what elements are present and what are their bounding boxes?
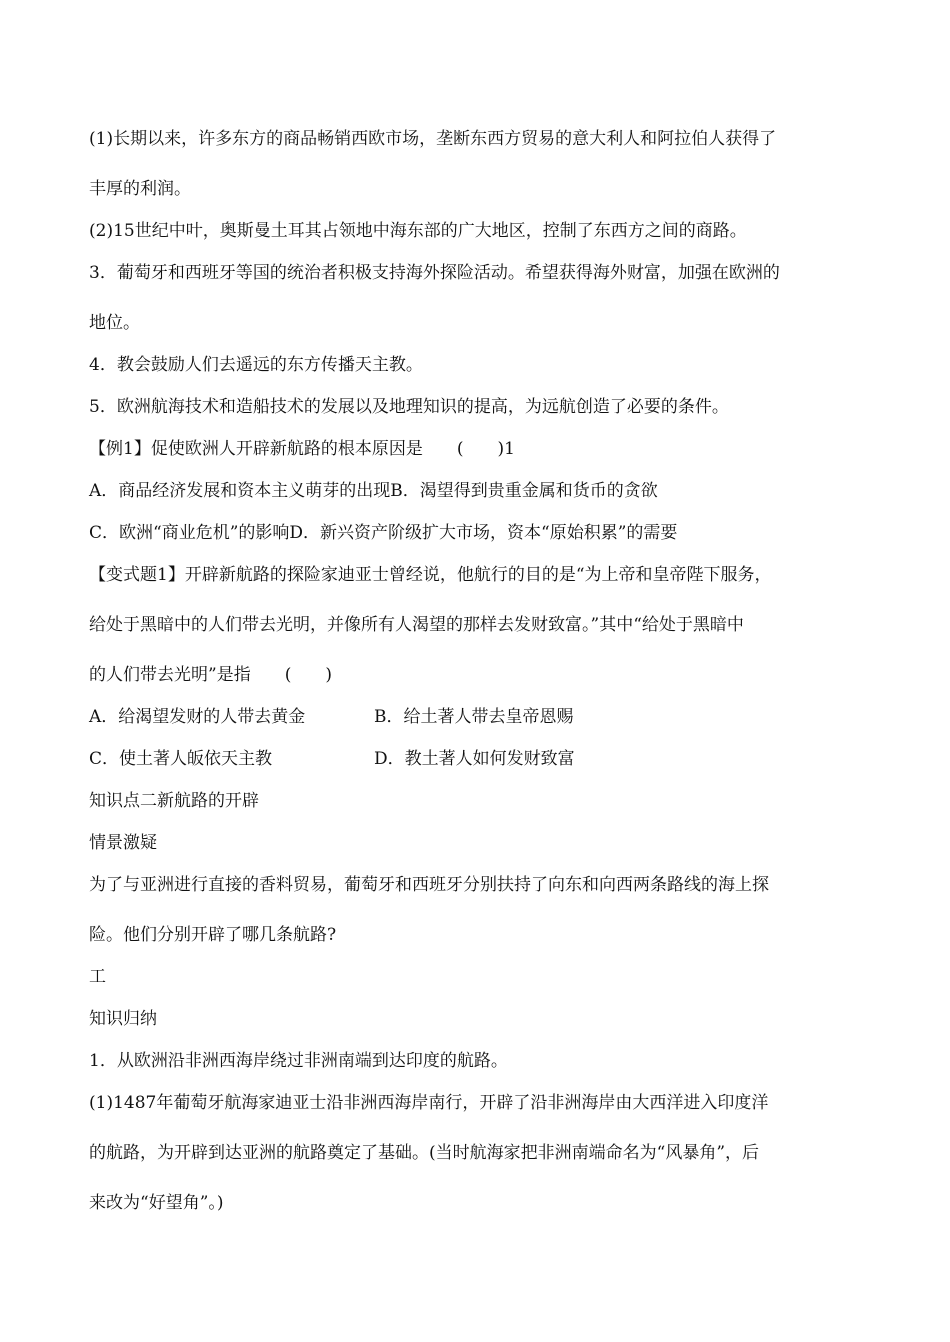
text-line: 4．教会鼓励人们去遥远的东方传播天主教。: [89, 355, 423, 375]
question-heading-variant-1: 【变式题1】开辟新航路的探险家迪亚士曾经说，他航行的目的是“为上帝和皇帝陛下服务，: [89, 565, 772, 585]
text-line: 丰厚的利润。: [89, 179, 191, 199]
answer-options-row: A．商品经济发展和资本主义萌芽的出现B．渴望得到贵重金属和货币的贪欲: [89, 481, 658, 501]
text-line: 5．欧洲航海技术和造船技术的发展以及地理知识的提高，为远航创造了必要的条件。: [89, 397, 729, 417]
option-b: B．给土著人带去皇帝恩赐: [374, 707, 574, 727]
text-line: 的航路，为开辟到达亚洲的航路奠定了基础。(当时航海家把非洲南端命名为“风暴角”，后: [89, 1143, 760, 1163]
option-c: C．使土著人皈依天主教: [89, 749, 273, 769]
text-line: 的人们带去光明”是指 ( ): [89, 665, 332, 685]
text-line: 给处于黑暗中的人们带去光明，并像所有人渴望的那样去发财致富。”其中“给处于黑暗中: [89, 615, 744, 635]
text-line: 为了与亚洲进行直接的香料贸易，葡萄牙和西班牙分别扶持了向东和向西两条路线的海上探: [89, 875, 769, 895]
section-title: 知识点二新航路的开辟: [89, 791, 259, 811]
text-line: 1．从欧洲沿非洲西海岸绕过非洲南端到达印度的航路。: [89, 1051, 508, 1071]
text-line: 险。他们分别开辟了哪几条航路?: [89, 925, 337, 945]
text-line: 工: [89, 967, 106, 987]
answer-options-row: C．欧洲“商业危机”的影响D．新兴资产阶级扩大市场，资本“原始积累”的需要: [89, 523, 678, 543]
section-subtitle: 情景激疑: [89, 833, 157, 853]
text-line: (2)15世纪中叶，奥斯曼土耳其占领地中海东部的广大地区，控制了东西方之间的商路。: [89, 221, 747, 241]
text-line: 3．葡萄牙和西班牙等国的统治者积极支持海外探险活动。希望获得海外财富，加强在欧洲的: [89, 263, 780, 283]
option-d: D．教土著人如何发财致富: [374, 749, 575, 769]
text-line: (1)1487年葡萄牙航海家迪亚士沿非洲西海岸南行，开辟了沿非洲海岸由大西洋进入印度洋: [89, 1093, 769, 1113]
question-heading-example-1: 【例1】促使欧洲人开辟新航路的根本原因是 ( )1: [89, 439, 515, 459]
option-a: A．给渴望发财的人带去黄金: [89, 707, 306, 727]
answer-options-row: [89, 706, 574, 728]
text-line: 来改为“好望角”。): [89, 1193, 224, 1213]
text-line: (1)长期以来，许多东方的商品畅销西欧市场，垄断东西方贸易的意大利人和阿拉伯人获得了: [89, 129, 777, 149]
section-subtitle: 知识归纳: [89, 1009, 157, 1029]
answer-options-row: [89, 748, 575, 770]
text-line: 地位。: [89, 313, 140, 333]
